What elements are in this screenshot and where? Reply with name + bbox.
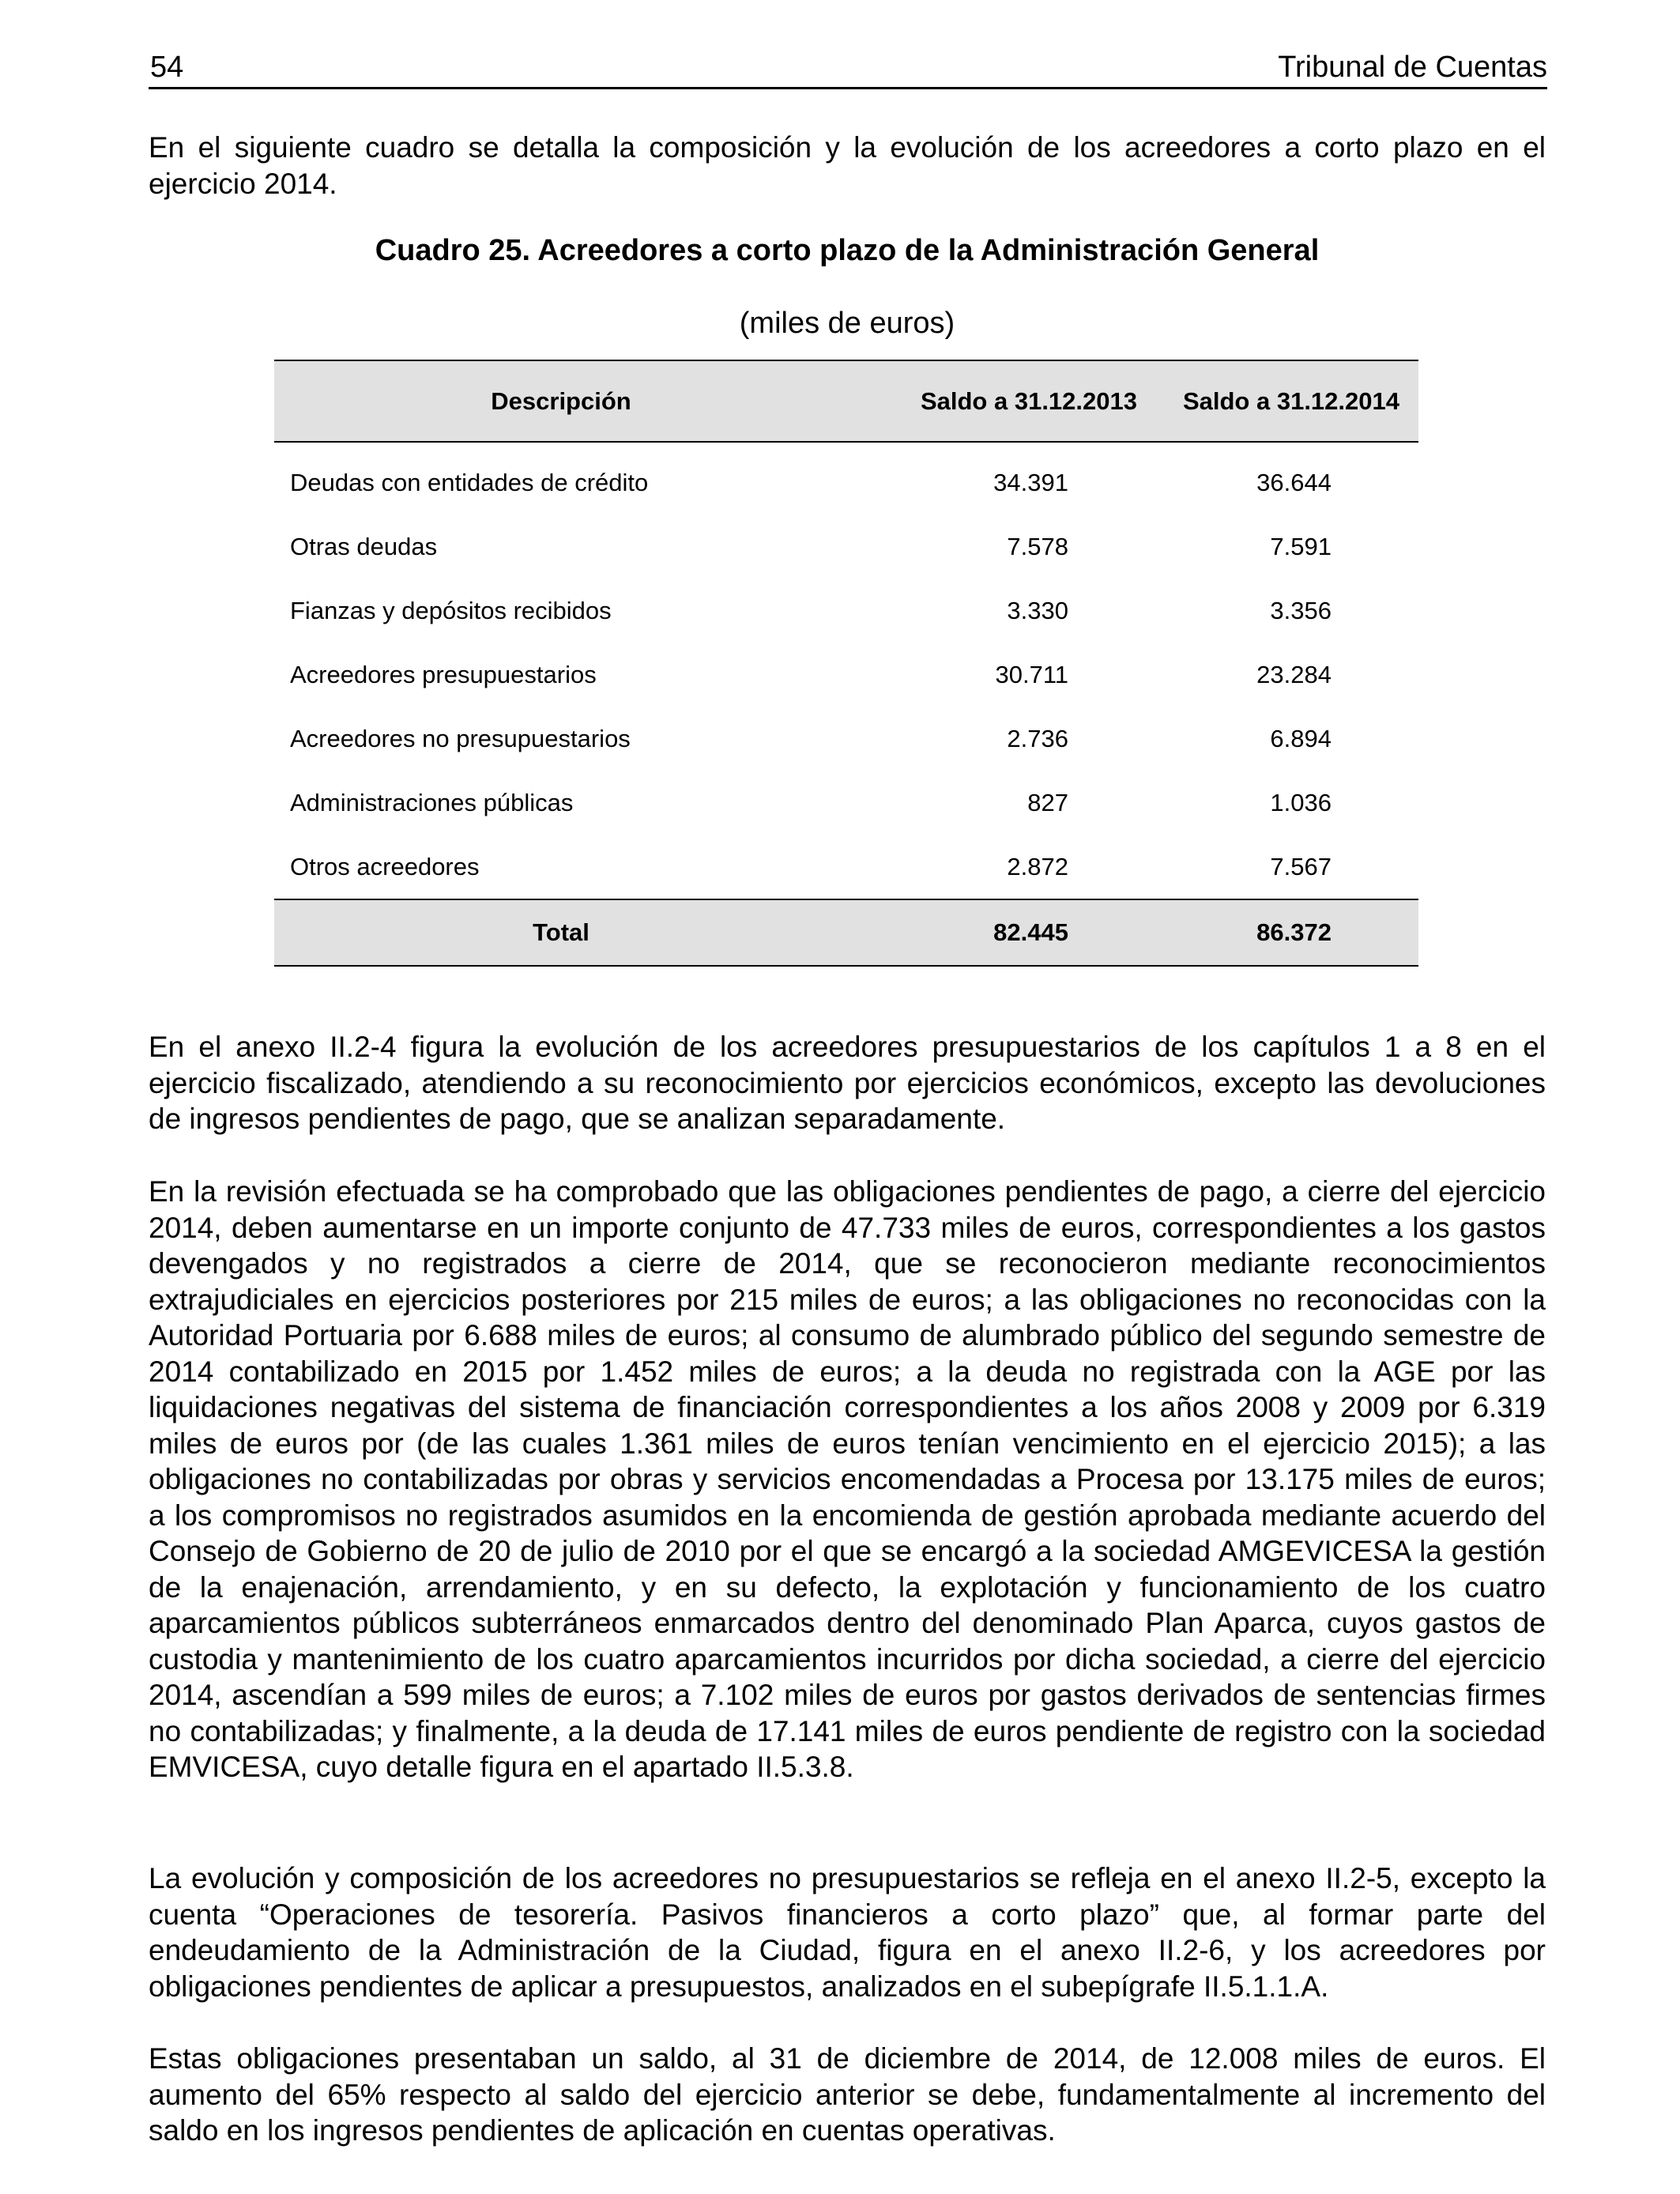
total-value-2014: 86.372 — [1143, 899, 1418, 966]
row-value-2014: 1.036 — [1270, 788, 1332, 816]
paragraph-obligaciones: Estas obligaciones presentaban un saldo, al 31 de diciembre de 2014, de 12.008 miles de euros. El aumento del 65% respecto al saldo del ejercicio anterior se debe, fundamentalmente al incremento del saldo en los ingresos pendientes de aplicación en cuentas operativas. — [149, 2042, 1546, 2147]
table-header-row — [274, 360, 1418, 442]
paragraph-anexo-2-4: En el anexo II.2-4 figura la evolución de los acreedores presupuestarios de los capítulos 1 a 8 en el ejercicio fiscalizado, atendiendo a su reconocimiento por ejercicios económicos, excepto las devoluciones de ingresos pendientes de pago, que se analizan separadamente. — [149, 1031, 1546, 1135]
table-row — [274, 835, 1418, 899]
row-description: Fianzas y depósitos recibidos — [290, 596, 612, 624]
header-organization: Tribunal de Cuentas — [1278, 51, 1547, 84]
row-value-2013: 34.391 — [993, 468, 1068, 496]
column-header-2014: Saldo a 31.12.2014 — [1143, 360, 1418, 442]
row-value-2013: 2.736 — [1007, 724, 1068, 752]
table-row — [274, 707, 1418, 771]
row-value-2013: 30.711 — [995, 660, 1068, 688]
row-value-2014: 3.356 — [1270, 596, 1332, 624]
column-header-2013: Saldo a 31.12.2013 — [848, 360, 1143, 442]
row-description: Administraciones públicas — [290, 788, 574, 816]
row-description: Otras deudas — [290, 532, 438, 560]
row-description: Acreedores presupuestarios — [290, 660, 597, 688]
row-value-2013: 3.330 — [1007, 596, 1068, 624]
table-row — [274, 579, 1418, 643]
page-number: 54 — [150, 51, 184, 84]
row-value-2013: 7.578 — [1007, 532, 1068, 560]
table-row — [274, 643, 1418, 707]
row-value-2014: 23.284 — [1256, 660, 1332, 688]
creditors-table — [274, 360, 1418, 967]
page-header — [149, 46, 1547, 89]
row-value-2013: 2.872 — [1007, 852, 1068, 880]
column-header-description: Descripción — [274, 360, 848, 442]
table-units: (miles de euros) — [739, 307, 955, 340]
total-label: Total — [274, 899, 848, 966]
intro-paragraph: En el siguiente cuadro se detalla la composición y la evolución de los acreedores a corto plazo en el ejercicio 2014. — [149, 131, 1546, 200]
table-row — [274, 442, 1418, 515]
row-value-2014: 7.591 — [1270, 532, 1332, 560]
row-description: Otros acreedores — [290, 852, 480, 880]
total-value-2013: 82.445 — [848, 899, 1143, 966]
row-description: Acreedores no presupuestarios — [290, 724, 631, 752]
table-caption: Cuadro 25. Acreedores a corto plazo de la Administración General — [375, 234, 1320, 267]
table-row — [274, 771, 1418, 835]
table-row — [274, 515, 1418, 579]
row-value-2014: 36.644 — [1256, 468, 1332, 496]
row-description: Deudas con entidades de crédito — [290, 468, 649, 496]
paragraph-anexo-2-5: La evolución y composición de los acreedores no presupuestarios se refleja en el anexo II.2-5, excepto la cuenta “Operaciones de tesorería. Pasivos financieros a corto plazo” que, al formar parte del endeudamiento de la Administración de la Ciudad, figura en el anexo II.2-6, y los acreedores por obligaciones pendientes de aplicar a presupuestos, analizados en el subepígrafe II.5.1.1.A. — [149, 1862, 1546, 2003]
row-value-2013: 827 — [1027, 788, 1068, 816]
table-total-row — [274, 899, 1418, 966]
row-value-2014: 7.567 — [1270, 852, 1332, 880]
paragraph-revision: En la revisión efectuada se ha comprobado que las obligaciones pendientes de pago, a cierre del ejercicio 2014, deben aumentarse en un importe conjunto de 47.733 miles de euros, correspondientes a los gastos devengados y no registrados a cierre de 2014, que se reconocieron mediante reconocimientos extrajudiciales en ejercicios posteriores por 215 miles de euros; a las obligaciones no reconocidas con la Autoridad Portuaria por 6.688 miles de euros; al consumo de alumbrado público del segundo semestre de 2014 contabilizado en 2015 por 1.452 miles de euros; a la deuda no registrada con la AGE por las liquidaciones negativas del sistema de financiación correspondientes a los años 2008 y 2009 por 6.319 miles de euros por (de las cuales 1.361 miles de euros tenían vencimiento en el ejercicio 2015); a las obligaciones no contabilizadas por obras y servicios encomendadas a Procesa por 13.175 miles de euros; a los compromisos no registrados asumidos en la encomienda de gestión aprobada mediante acuerdo del Consejo de Gobierno de 20 de julio de 2010 por el que se encargó a la sociedad AMGEVICESA la gestión de la enajenación, arrendamiento, y en su defecto, la explotación y funcionamiento de los cuatro aparcamientos públicos subterráneos enmarcados dentro del denominado Plan Aparca, cuyos gastos de custodia y mantenimiento de los cuatro aparcamientos incurridos por dicha sociedad, a cierre del ejercicio 2014, ascendían a 599 miles de euros; a 7.102 miles de euros por gastos derivados de sentencias firmes no contabilizadas; y finalmente, a la deuda de 17.141 miles de euros pendiente de registro con la sociedad EMVICESA, cuyo detalle figura en el apartado II.5.3.8. — [149, 1175, 1546, 1783]
row-value-2014: 6.894 — [1270, 724, 1332, 752]
